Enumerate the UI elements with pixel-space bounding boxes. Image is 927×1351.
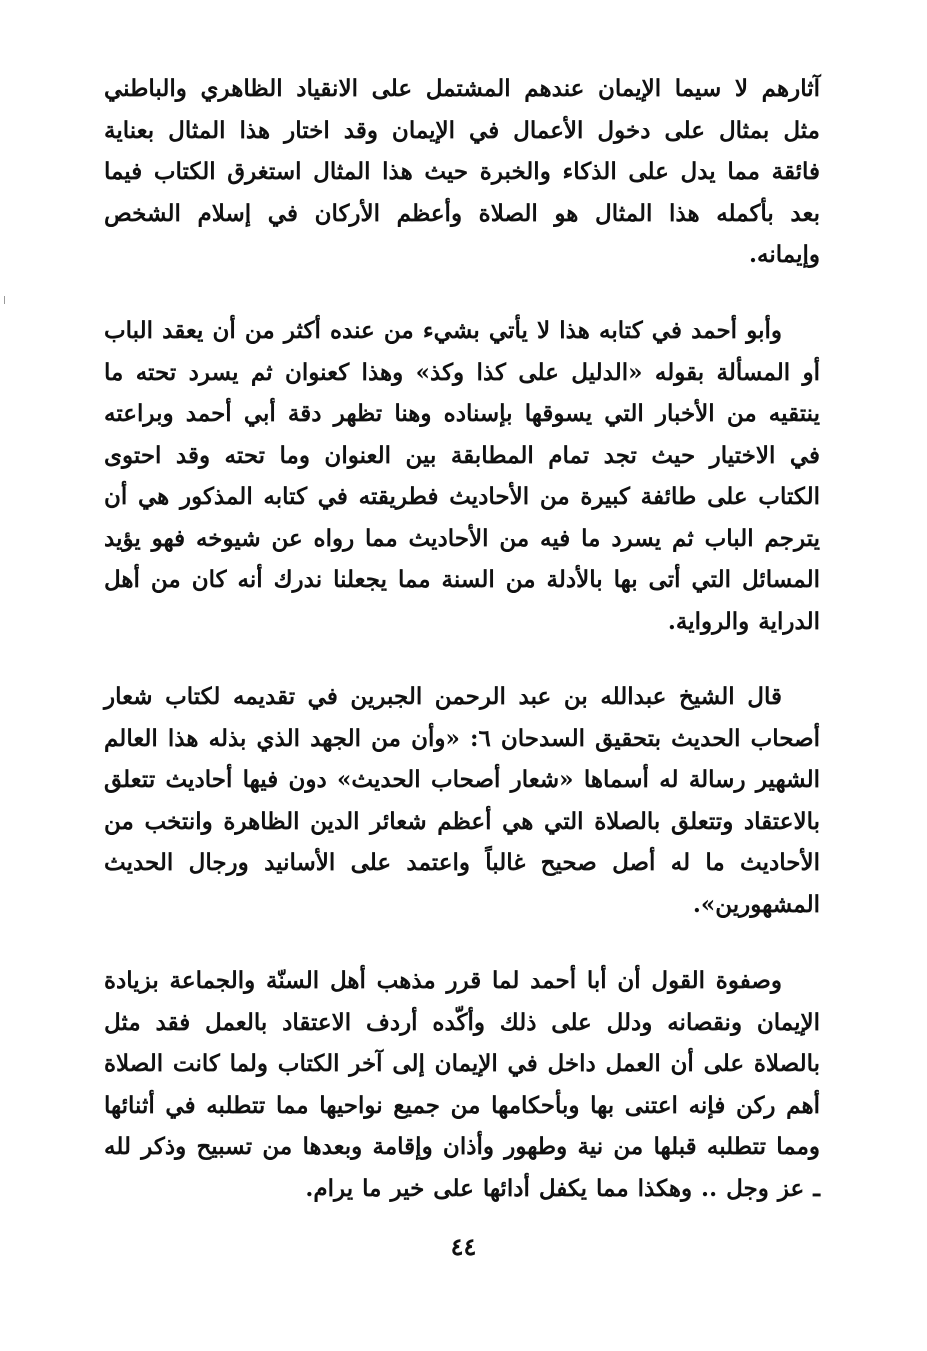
paragraph-3: قال الشيخ عبدالله بن عبد الرحمن الجبرين في تقديمه لكتاب شعار أصحاب الحديث بتحقيق السدحان ٦: «وأن من الجهد الذي بذله هذا العالم الشهير رسالة له أسماها «شعار أصحاب الحديث» دون فيها أحاديث تتعلق بالاعتقاد وتتعلق بالصلاة التي هي أعظم شعائر الدين الظاهرة وانتخب من الأحاديث ما له أصل صحيح غالباً واعتمد على الأسانيد ورجال الحديث المشهورين». xyxy=(104,683,820,918)
paragraph-4: وصفوة القول أن أبا أحمد لما قرر مذهب أهل السنّة والجماعة بزيادة الإيمان ونقصانه ودلل على ذلك وأكّده أردف الاعتقاد بالعمل فقد مثل بالصلاة على أن العمل داخل في الإيمان إلى آخر الكتاب ولما كانت الصلاة أهم ركن فإنه اعتنى بها وبأحكامها من جميع نواحيها مما تتطلبه في أثنائها ومما تتطلبه قبلها من نية وطهور وأذان وإقامة وبعدها من تسبيح وذكر لله ـ عز وجل .. وهكذا مما يكفل أدائها على خير ما يرام. xyxy=(104,967,820,1202)
scan-margin-mark xyxy=(4,296,5,304)
paragraph-2: وأبو أحمد في كتابه هذا لا يأتي بشيء من عنده أكثر من أن يعقد الباب أو المسألة بقوله «الدليل على كذا وكذ» وهذا كعنوان ثم يسرد تحته ما ينتقيه من الأخبار التي يسوقها بإسناده وهنا تظهر دقة أبي أحمد وبراعته في الاختيار حيث تجد تمام المطابقة بين العنوان وما تحته وقد احتوى الكتاب على طائفة كبيرة من الأحاديث فطريقته في كتابه المذكور هي أن يترجم الباب ثم يسرد ما فيه من الأحاديث مما رواه عن شيوخه فهو يؤيد المسائل التي أتى بها بالأدلة من السنة مما يجعلنا ندرك أنه كان من أهل الدراية والرواية. xyxy=(104,317,820,635)
page-number: ٤٤ xyxy=(450,1232,477,1261)
paragraph-1: آثارهم لا سيما الإيمان عندهم المشتمل على الانقياد الظاهري والباطني مثل بمثال على دخول الأعمال في الإيمان وقد اختار هذا المثال بعناية فائقة مما يدل على الذكاء والخبرة حيث هذا المثال استغرق الكتاب فيما بعد بأكمله هذا المثال هو الصلاة وأعظم الأركان في إسلام الشخص وإيمانه. xyxy=(104,75,820,268)
